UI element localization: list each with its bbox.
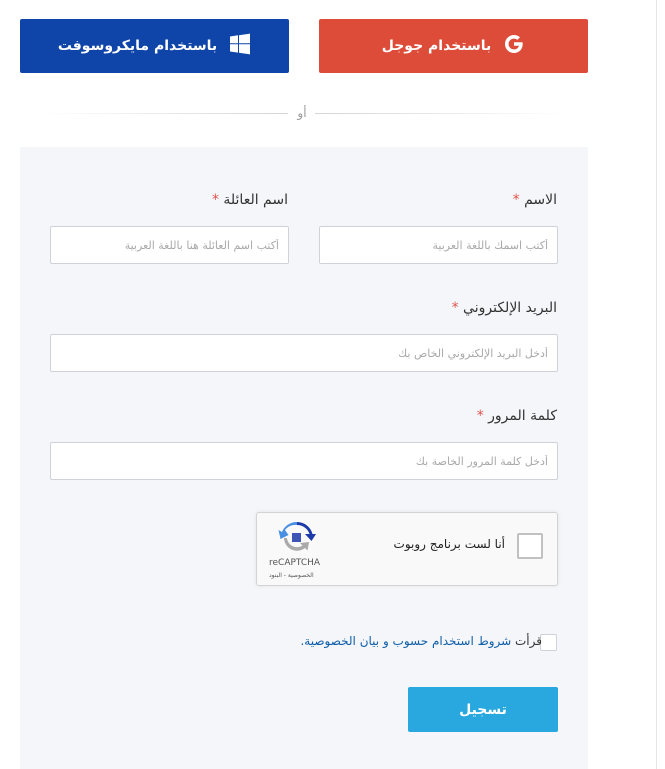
recaptcha-label: أنا لست برنامج روبوت [393,537,505,551]
last-name-label [212,192,288,208]
required-mark: * [512,192,520,208]
microsoft-signup-label: باستخدام مايكروسوفت [57,38,218,54]
password-input[interactable] [50,442,558,480]
windows-icon [229,33,251,59]
divider-line-right [315,113,568,114]
required-mark: * [211,192,219,208]
first-name-label-text: الاسم [524,192,557,208]
last-name-input[interactable] [50,226,289,264]
page-border [656,0,657,769]
password-label [477,408,557,424]
recaptcha-widget [256,512,558,586]
email-label [452,300,557,316]
email-label-text: البريد الإلكتروني [463,300,557,316]
divider-line-left [40,113,288,114]
terms-privacy-link[interactable]: شروط استخدام حسوب و بيان الخصوصية [304,634,512,648]
google-signup-button[interactable] [319,19,588,73]
password-label-text: كلمة المرور [488,408,557,424]
terms-text [300,634,542,648]
terms-prefix: قرأت [511,634,542,648]
required-mark: * [476,408,484,424]
email-input[interactable] [50,334,558,372]
required-mark: * [451,300,459,316]
or-separator: أو [297,106,307,120]
recaptcha-checkbox[interactable] [517,533,543,559]
first-name-input[interactable] [319,226,558,264]
microsoft-signup-button[interactable] [20,19,289,73]
last-name-label-text: اسم العائلة [223,192,288,208]
first-name-label [513,192,557,208]
recaptcha-privacy-terms-link[interactable]: الخصوصية - البنود [269,572,314,579]
terms-checkbox[interactable] [540,634,557,651]
google-signup-label: باستخدام جوجل [381,38,492,54]
recaptcha-logo-icon [277,521,317,557]
google-icon [503,33,525,59]
register-button[interactable]: تسجيل [408,687,558,732]
terms-suffix: . [300,634,305,648]
recaptcha-brand: reCAPTCHA [269,558,321,568]
